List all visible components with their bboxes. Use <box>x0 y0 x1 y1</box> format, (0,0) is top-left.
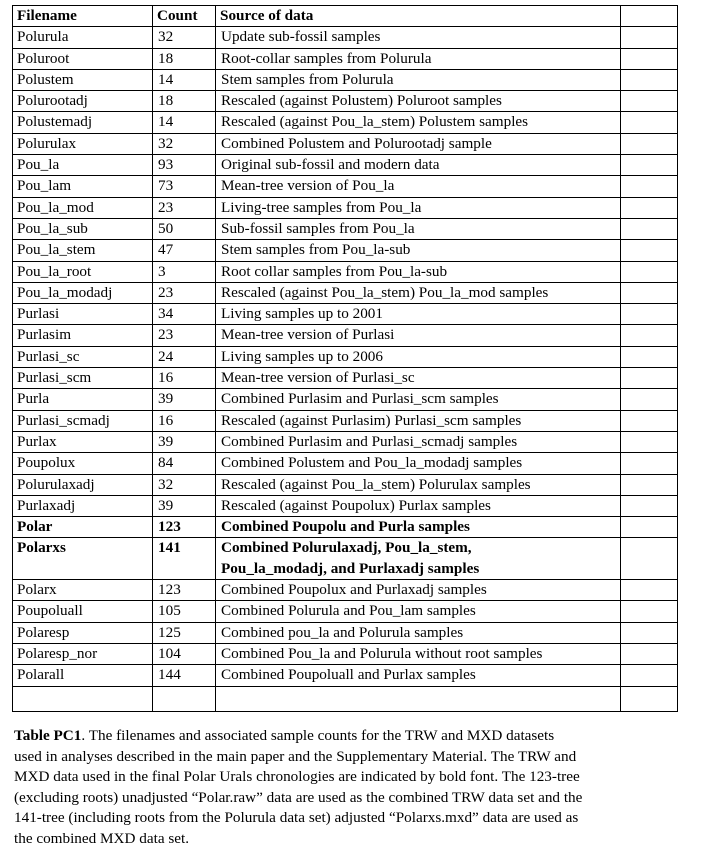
cell-extra <box>621 282 678 303</box>
cell-count: 14 <box>153 112 216 133</box>
caption-line-1 <box>14 726 674 747</box>
table-row <box>13 453 678 474</box>
cell-count: 123 <box>153 517 216 538</box>
cell-source <box>216 282 621 303</box>
table-row <box>13 389 678 410</box>
cell-source-line: Rescaled (against Pou_la_stem) Polustem samples <box>221 113 529 131</box>
table-row <box>13 517 678 538</box>
table-row <box>13 580 678 601</box>
cell-source-line: Living samples up to 2001 <box>221 305 383 323</box>
cell-count: 105 <box>153 601 216 622</box>
cell-source-line: Combined Poupolu and Purla samples <box>221 518 470 536</box>
cell-source-line: Root collar samples from Pou_la-sub <box>221 262 448 280</box>
table-row <box>13 410 678 431</box>
cell-extra <box>621 474 678 495</box>
column-header-source: Source of data <box>216 6 621 27</box>
cell-source <box>216 665 621 686</box>
cell-source <box>216 261 621 282</box>
cell-count: 39 <box>153 431 216 452</box>
cell-source <box>216 240 621 261</box>
cell-source <box>216 133 621 154</box>
cell-source <box>216 218 621 239</box>
cell-source-line: Combined pou_la and Polurula samples <box>221 623 464 641</box>
cell-filename: Polar <box>13 517 153 538</box>
cell-source-line: Combined Poupolux and Purlaxadj samples <box>221 581 487 599</box>
cell-count: 23 <box>153 197 216 218</box>
cell-extra <box>621 431 678 452</box>
cell-filename: Polurula <box>13 27 153 48</box>
cell-extra <box>621 517 678 538</box>
cell-source-line: Living samples up to 2006 <box>221 347 383 365</box>
cell-count: 39 <box>153 389 216 410</box>
cell-source <box>216 346 621 367</box>
cell-count: 16 <box>153 410 216 431</box>
cell-extra <box>621 495 678 516</box>
cell-source-line: Combined Poupoluall and Purlax samples <box>221 666 476 684</box>
table-body <box>13 27 678 711</box>
table-row <box>13 176 678 197</box>
cell-extra <box>621 69 678 90</box>
cell-count: 32 <box>153 133 216 154</box>
cell-filename <box>13 686 153 711</box>
cell-count: 23 <box>153 325 216 346</box>
cell-filename: Poupoluall <box>13 601 153 622</box>
cell-extra <box>621 346 678 367</box>
cell-extra <box>621 176 678 197</box>
table-row <box>13 601 678 622</box>
cell-filename: Pou_la_root <box>13 261 153 282</box>
caption-line-2: used in analyses described in the main paper and the Supplementary Material. The TRW and <box>14 747 577 765</box>
cell-extra <box>621 601 678 622</box>
column-header-filename: Filename <box>13 6 153 27</box>
cell-extra <box>621 91 678 112</box>
cell-extra <box>621 27 678 48</box>
table-row <box>13 368 678 389</box>
table-row <box>13 282 678 303</box>
cell-source-line: Rescaled (against Purlasim) Purlasi_scm samples <box>221 411 522 429</box>
cell-extra <box>621 368 678 389</box>
column-header-count: Count <box>153 6 216 27</box>
table-row <box>13 325 678 346</box>
cell-source <box>216 517 621 538</box>
cell-count: 14 <box>153 69 216 90</box>
cell-source-line: Original sub-fossil and modern data <box>221 156 440 174</box>
cell-extra <box>621 665 678 686</box>
table-row <box>13 155 678 176</box>
cell-filename: Polaresp <box>13 622 153 643</box>
table-row <box>13 474 678 495</box>
table-row <box>13 495 678 516</box>
cell-extra <box>621 304 678 325</box>
cell-source-line: Combined Polurulaxadj, Pou_la_stem, <box>221 539 472 557</box>
cell-filename: Pou_la_modadj <box>13 282 153 303</box>
cell-filename: Pou_la_stem <box>13 240 153 261</box>
cell-count: 123 <box>153 580 216 601</box>
cell-extra <box>621 48 678 69</box>
cell-source-line: Stem samples from Pou_la-sub <box>221 241 411 259</box>
cell-filename: Polarx <box>13 580 153 601</box>
cell-extra <box>621 240 678 261</box>
cell-source <box>216 27 621 48</box>
cell-count: 18 <box>153 91 216 112</box>
cell-source <box>216 325 621 346</box>
cell-extra <box>621 622 678 643</box>
cell-source-line: Stem samples from Polurula <box>221 70 394 88</box>
table-row <box>13 346 678 367</box>
cell-count: 104 <box>153 643 216 664</box>
caption-label: Table PC1 <box>14 727 82 744</box>
table-row <box>13 240 678 261</box>
caption-line-1-text: . The filenames and associated sample counts for the TRW and MXD datasets <box>81 727 555 744</box>
table-container <box>12 5 677 712</box>
cell-source <box>216 304 621 325</box>
cell-source <box>216 538 621 580</box>
cell-count: 34 <box>153 304 216 325</box>
cell-extra <box>621 261 678 282</box>
cell-filename: Purlasi <box>13 304 153 325</box>
cell-source <box>216 410 621 431</box>
cell-filename: Poupolux <box>13 453 153 474</box>
cell-filename: Purlaxadj <box>13 495 153 516</box>
cell-count: 32 <box>153 27 216 48</box>
caption-line-4: (excluding roots) unadjusted “Polar.raw” data are used as the combined TRW data set and the <box>14 788 583 806</box>
cell-filename: Purlasi_scmadj <box>13 410 153 431</box>
cell-source <box>216 197 621 218</box>
cell-source-line: Combined Pou_la and Polurula without root samples <box>221 644 543 662</box>
cell-filename: Purlasim <box>13 325 153 346</box>
cell-count: 24 <box>153 346 216 367</box>
cell-source-line: Root-collar samples from Polurula <box>221 49 432 67</box>
cell-filename: Pou_lam <box>13 176 153 197</box>
cell-extra <box>621 325 678 346</box>
sample-counts-table <box>12 5 678 712</box>
column-header-extra <box>621 6 678 27</box>
table-row <box>13 112 678 133</box>
cell-extra <box>621 538 678 580</box>
cell-source <box>216 474 621 495</box>
table-row <box>13 538 678 580</box>
cell-source-line: Update sub-fossil samples <box>221 28 381 46</box>
cell-source <box>216 368 621 389</box>
cell-source-line: Mean-tree version of Pou_la <box>221 177 395 195</box>
cell-source <box>216 176 621 197</box>
cell-count: 32 <box>153 474 216 495</box>
cell-source <box>216 580 621 601</box>
table-row <box>13 69 678 90</box>
cell-filename: Pou_la_mod <box>13 197 153 218</box>
cell-filename: Poluroot <box>13 48 153 69</box>
table-header <box>13 6 678 27</box>
cell-extra <box>621 686 678 711</box>
cell-extra <box>621 197 678 218</box>
cell-source-line: Sub-fossil samples from Pou_la <box>221 219 415 237</box>
cell-count: 144 <box>153 665 216 686</box>
cell-source-line: Combined Polurula and Pou_lam samples <box>221 602 476 620</box>
cell-extra <box>621 410 678 431</box>
cell-source <box>216 495 621 516</box>
table-row <box>13 27 678 48</box>
cell-count: 93 <box>153 155 216 176</box>
table-row <box>13 304 678 325</box>
cell-source <box>216 91 621 112</box>
cell-count: 141 <box>153 538 216 580</box>
table-row <box>13 133 678 154</box>
cell-source-line: Rescaled (against Polustem) Poluroot samples <box>221 92 502 110</box>
cell-extra <box>621 218 678 239</box>
cell-count: 23 <box>153 282 216 303</box>
table-row <box>13 665 678 686</box>
cell-source <box>216 389 621 410</box>
table-row <box>13 218 678 239</box>
cell-source-line: Combined Polustem and Polurootadj sample <box>221 134 492 152</box>
table-row <box>13 431 678 452</box>
table-caption <box>14 726 674 850</box>
table-row <box>13 261 678 282</box>
table-row <box>13 622 678 643</box>
cell-filename: Polurootadj <box>13 91 153 112</box>
cell-filename: Polurulax <box>13 133 153 154</box>
cell-count <box>153 686 216 711</box>
cell-source <box>216 112 621 133</box>
caption-line-6: the combined MXD data set. <box>14 829 190 847</box>
table-row <box>13 197 678 218</box>
cell-count: 18 <box>153 48 216 69</box>
cell-extra <box>621 112 678 133</box>
cell-extra <box>621 643 678 664</box>
cell-count: 16 <box>153 368 216 389</box>
cell-count: 84 <box>153 453 216 474</box>
cell-source <box>216 69 621 90</box>
cell-extra <box>621 580 678 601</box>
cell-extra <box>621 133 678 154</box>
cell-source <box>216 643 621 664</box>
cell-extra <box>621 389 678 410</box>
cell-filename: Purla <box>13 389 153 410</box>
cell-count: 47 <box>153 240 216 261</box>
cell-count: 50 <box>153 218 216 239</box>
cell-filename: Polustemadj <box>13 112 153 133</box>
cell-source-line: Combined Polustem and Pou_la_modadj samples <box>221 454 523 472</box>
cell-filename: Purlax <box>13 431 153 452</box>
cell-source <box>216 686 621 711</box>
cell-source-line: Mean-tree version of Purlasi <box>221 326 395 344</box>
cell-source-line: Mean-tree version of Purlasi_sc <box>221 369 415 387</box>
cell-filename: Purlasi_scm <box>13 368 153 389</box>
cell-source-line: Rescaled (against Pou_la_stem) Polurulax samples <box>221 475 531 493</box>
caption-line-5: 141-tree (including roots from the Polurula data set) adjusted “Polarxs.mxd” data are used as <box>14 809 579 827</box>
cell-extra <box>621 155 678 176</box>
cell-count: 39 <box>153 495 216 516</box>
cell-filename: Polurulaxadj <box>13 474 153 495</box>
table-row <box>13 686 678 711</box>
cell-source <box>216 622 621 643</box>
cell-source <box>216 453 621 474</box>
cell-count: 125 <box>153 622 216 643</box>
cell-filename: Purlasi_sc <box>13 346 153 367</box>
cell-source-line: Living-tree samples from Pou_la <box>221 198 422 216</box>
table-row <box>13 643 678 664</box>
cell-filename: Pou_la_sub <box>13 218 153 239</box>
table-row <box>13 48 678 69</box>
cell-source <box>216 601 621 622</box>
cell-filename: Pou_la <box>13 155 153 176</box>
cell-extra <box>621 453 678 474</box>
table-header-row <box>13 6 678 27</box>
cell-filename: Polarall <box>13 665 153 686</box>
cell-source-line: Combined Purlasim and Purlasi_scm samples <box>221 390 499 408</box>
cell-source-line: Combined Purlasim and Purlasi_scmadj samples <box>221 432 518 450</box>
cell-source-line: Rescaled (against Pou_la_stem) Pou_la_mod samples <box>221 283 549 301</box>
cell-source-line: Rescaled (against Poupolux) Purlax samples <box>221 496 491 514</box>
cell-count: 73 <box>153 176 216 197</box>
cell-source <box>216 48 621 69</box>
cell-source <box>216 155 621 176</box>
cell-source <box>216 431 621 452</box>
cell-count: 3 <box>153 261 216 282</box>
caption-line-3: MXD data used in the final Polar Urals chronologies are indicated by bold font. The 123-tree <box>14 768 580 786</box>
cell-filename: Polaresp_nor <box>13 643 153 664</box>
table-row <box>13 91 678 112</box>
cell-filename: Polustem <box>13 69 153 90</box>
cell-filename: Polarxs <box>13 538 153 580</box>
cell-source-line: Pou_la_modadj, and Purlaxadj samples <box>221 559 480 577</box>
